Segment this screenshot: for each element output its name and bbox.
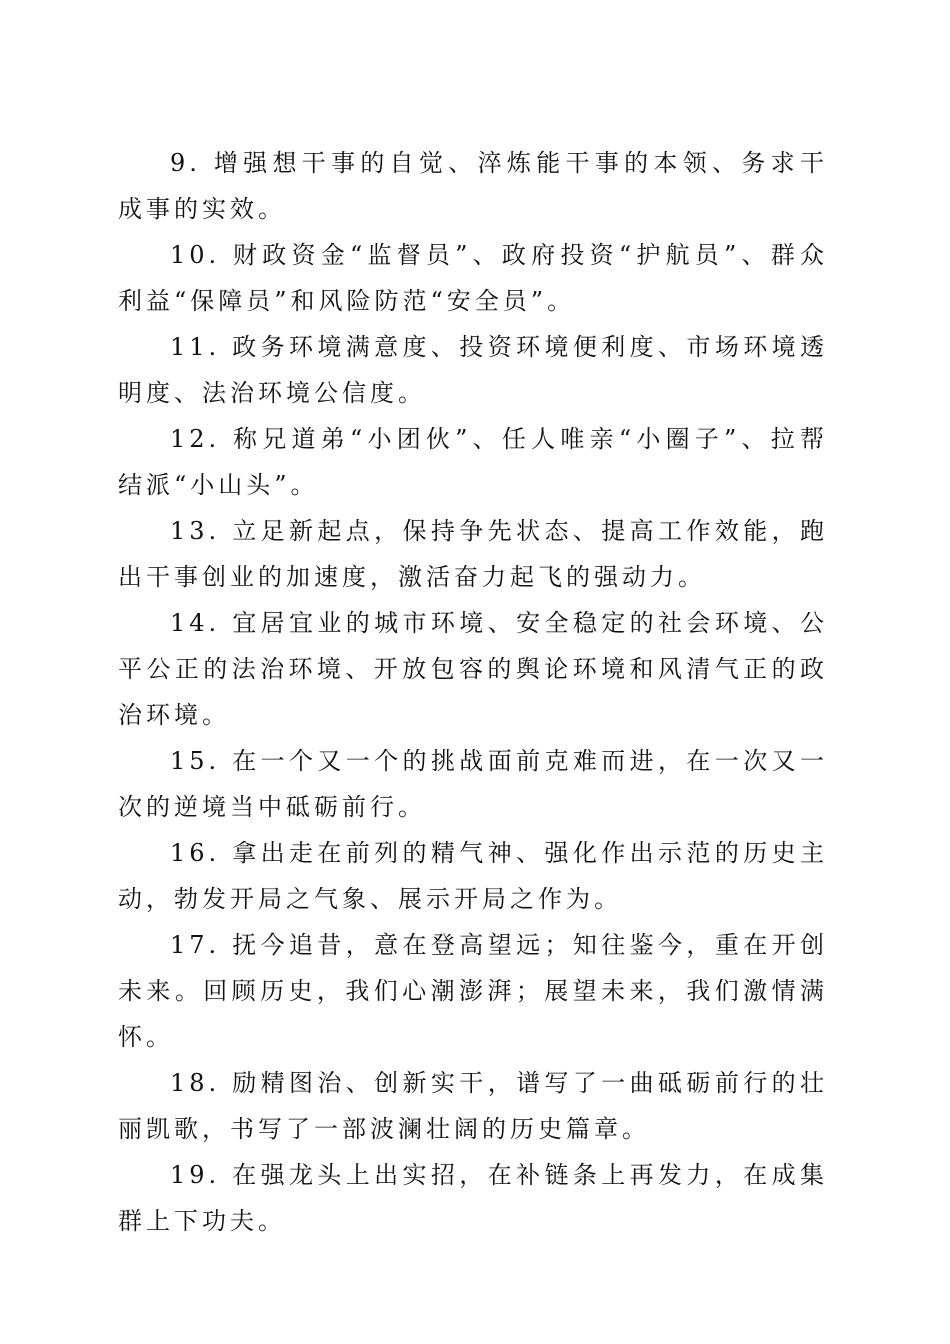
list-item-17: 17. 抚今追昔，意在登高望远；知往鉴今，重在开创未来。回顾历史，我们心潮澎湃；展望未来，我们激情满怀。 (118, 931, 828, 1051)
list-item-10: 10. 财政资金“监督员”、政府投资“护航员”、群众利益“保障员”和风险防范“安全员”。 (118, 241, 828, 315)
list-item-13: 13. 立足新起点，保持争先状态、提高工作效能，跑出干事创业的加速度，激活奋力起飞的强动力。 (118, 517, 828, 591)
list-item-19: 19. 在强龙头上出实招，在补链条上再发力，在成集群上下功夫。 (118, 1161, 828, 1235)
list-item-12: 12. 称兄道弟“小团伙”、任人唯亲“小圈子”、拉帮结派“小山头”。 (118, 425, 828, 499)
list-item-16: 16. 拿出走在前列的精气神、强化作出示范的历史主动，勃发开局之气象、展示开局之作为。 (118, 839, 828, 913)
list-item-18: 18. 励精图治、创新实干，谱写了一曲砥砺前行的壮丽凯歌，书写了一部波澜壮阔的历史篇章。 (118, 1069, 828, 1143)
list-item-11: 11. 政务环境满意度、投资环境便利度、市场环境透明度、法治环境公信度。 (118, 333, 828, 407)
list-item-15: 15. 在一个又一个的挑战面前克难而进，在一次又一次的逆境当中砥砺前行。 (118, 747, 828, 821)
list-item-9: 9. 增强想干事的自觉、淬炼能干事的本领、务求干成事的实效。 (118, 149, 828, 223)
document-body (118, 140, 828, 1244)
list-item-14: 14. 宜居宜业的城市环境、安全稳定的社会环境、公平公正的法治环境、开放包容的舆论环境和风清气正的政治环境。 (118, 609, 828, 729)
